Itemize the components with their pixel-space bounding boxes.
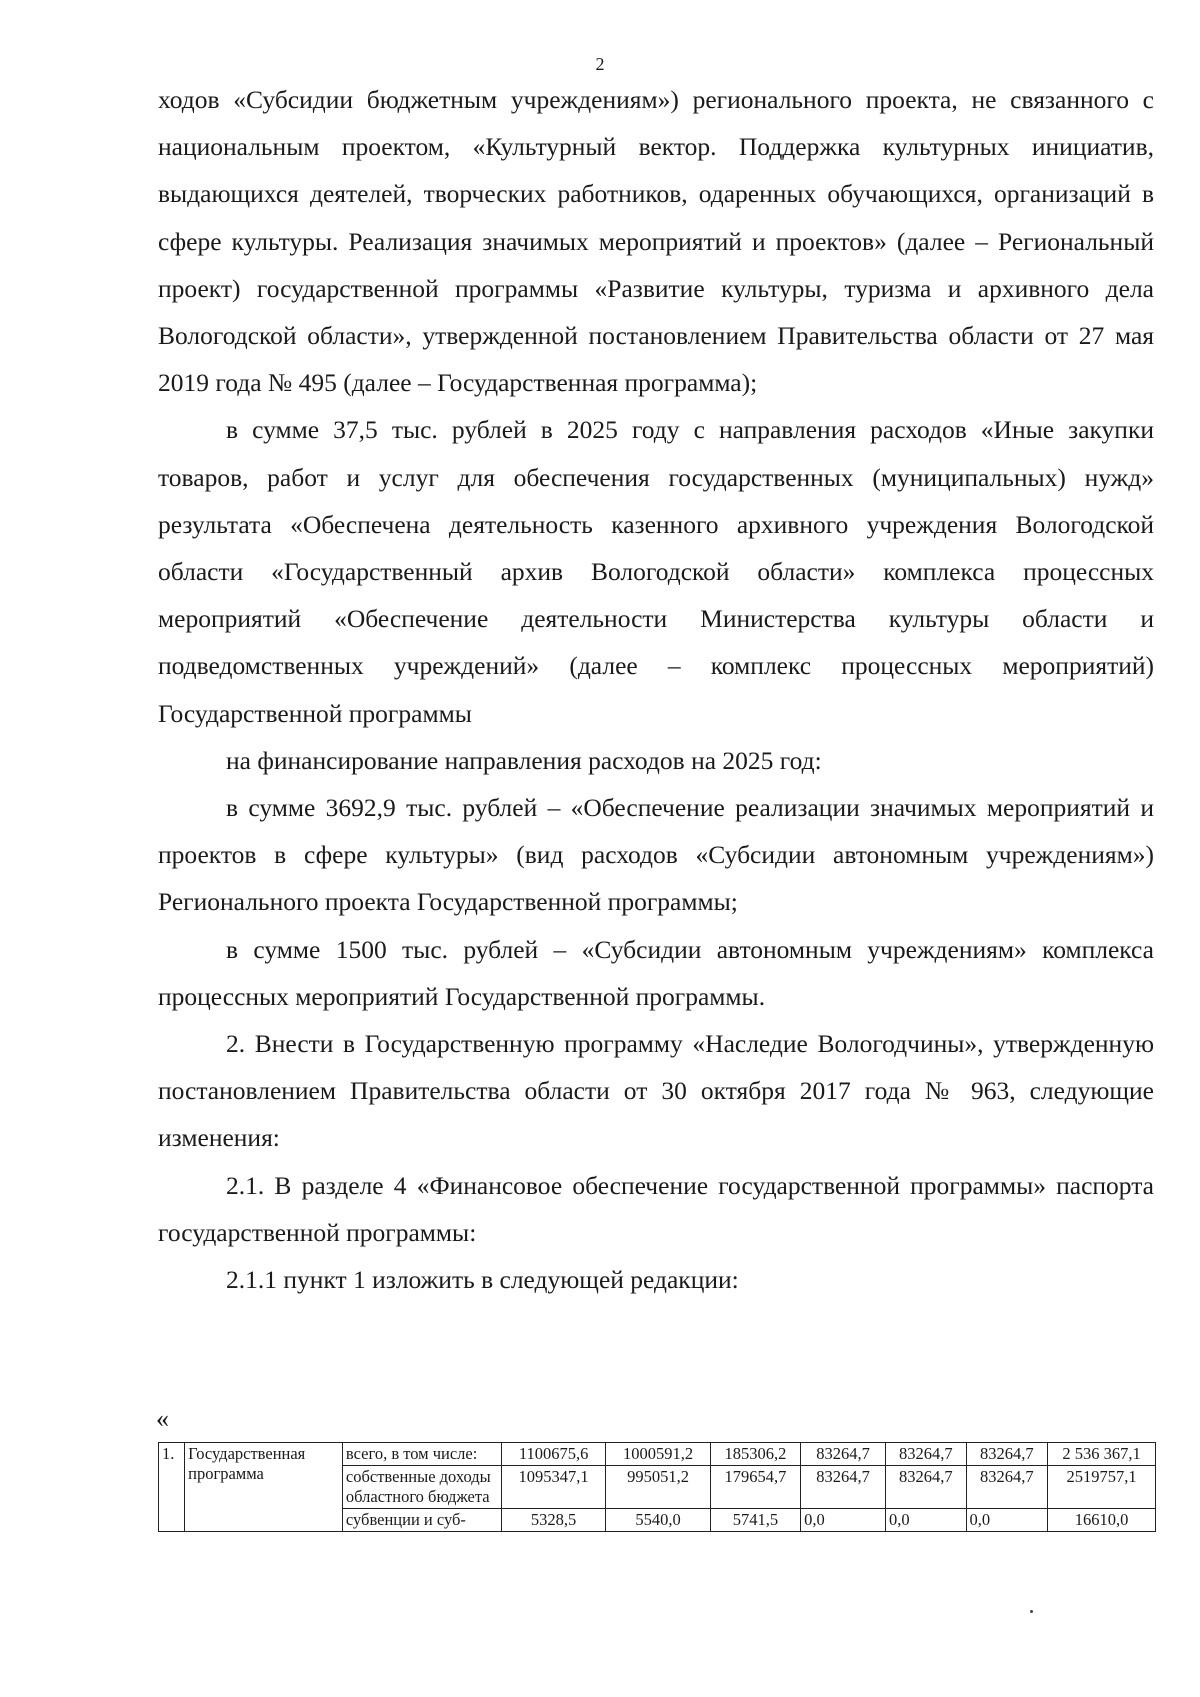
table-cell: 995051,2 (606, 1466, 710, 1509)
table-cell: 83264,7 (801, 1443, 886, 1466)
paragraph-item-2-1: 2.1. В разделе 4 «Финансовое обеспечение государственной программы» паспорта государственной программы: (158, 1170, 1154, 1247)
table-cell: 16610,0 (1048, 1509, 1156, 1532)
paragraph-financing-intro: на финансирование направления расходов на 2025 год: (226, 745, 822, 775)
table-cell: 1000591,2 (606, 1443, 710, 1466)
table-cell: 5540,0 (606, 1509, 710, 1532)
table-cell: 2 536 367,1 (1048, 1443, 1156, 1466)
paragraph-archive: в сумме 37,5 тыс. рублей в 2025 году с направления расходов «Иные закупки товаров, работ и услуг для обеспечения государственных (муниципальных) нужд» результата «Обеспечена деятельность казенного архивного учреждения Вологодской области «Государственный архив Вологодской области» комплекса процессных мероприятий «Обеспечение деятельности Министерства культуры области и подведомственных учреждений» (далее – комплекс процессных мероприятий) Государственной программы (158, 415, 1154, 728)
table-cell: 1100675,6 (501, 1443, 605, 1466)
row-label: всего, в том числе: (342, 1443, 501, 1466)
opening-quote: « (156, 1404, 169, 1433)
table-cell: 179654,7 (710, 1466, 800, 1509)
paragraph-1500: в сумме 1500 тыс. рублей – «Субсидии автономным учреждениям» комплекса процессных мероприятий Государственной программы. (158, 934, 1154, 1011)
table-cell: 2519757,1 (1048, 1466, 1156, 1509)
table-cell: 83264,7 (801, 1466, 886, 1509)
row-label: собственные доходы областного бюджета (342, 1466, 501, 1509)
row-title: Государственная программа (185, 1443, 343, 1532)
table-cell: 5328,5 (501, 1509, 605, 1532)
table-cell: 83264,7 (886, 1443, 967, 1466)
row-label: субвенции и суб- (342, 1509, 501, 1532)
table-cell: 83264,7 (966, 1443, 1048, 1466)
scan-speck (1030, 1610, 1033, 1613)
page-number: 2 (595, 54, 605, 74)
document-body (158, 76, 1154, 1303)
paragraph-continuation: ходов «Субсидии бюджетным учреждениям») регионального проекта, не связанного с национальным проектом, «Культурный вектор. Поддержка культурных инициатив, выдающихся деятелей, творческих работников, одаренных обучающихся, организаций в сфере культуры. Реализация значимых мероприятий и проектов» (далее – Региональный проект) государственной программы «Развитие культуры, туризма и архивного дела Вологодской области», утвержденной постановлением Правительства области от 27 мая 2019 года № 495 (далее – Государственная программа); (158, 85, 1154, 398)
table-cell: 1095347,1 (501, 1466, 605, 1509)
table-cell: 0,0 (886, 1509, 967, 1532)
table-cell: 5741,5 (710, 1509, 800, 1532)
financing-table (158, 1442, 1156, 1532)
table-cell: 83264,7 (966, 1466, 1048, 1509)
table-cell: 185306,2 (710, 1443, 800, 1466)
table-cell: 0,0 (966, 1509, 1048, 1532)
row-number: 1. (159, 1443, 185, 1532)
table-cell: 83264,7 (886, 1466, 967, 1509)
paragraph-item-2-1-1: 2.1.1 пункт 1 изложить в следующей редакции: (226, 1265, 739, 1295)
table-cell: 0,0 (801, 1509, 886, 1532)
paragraph-3692: в сумме 3692,9 тыс. рублей – «Обеспечение реализации значимых мероприятий и проектов в сфере культуры» (вид расходов «Субсидии автономным учреждениям») Регионального проекта Государственной программы; (158, 793, 1154, 917)
table-row (159, 1443, 1156, 1466)
paragraph-item-2: 2. Внести в Государственную программу «Наследие Вологодчины», утвержденную постановлением Правительства области от 30 октября 2017 года № 963, следующие изменения: (158, 1029, 1154, 1153)
